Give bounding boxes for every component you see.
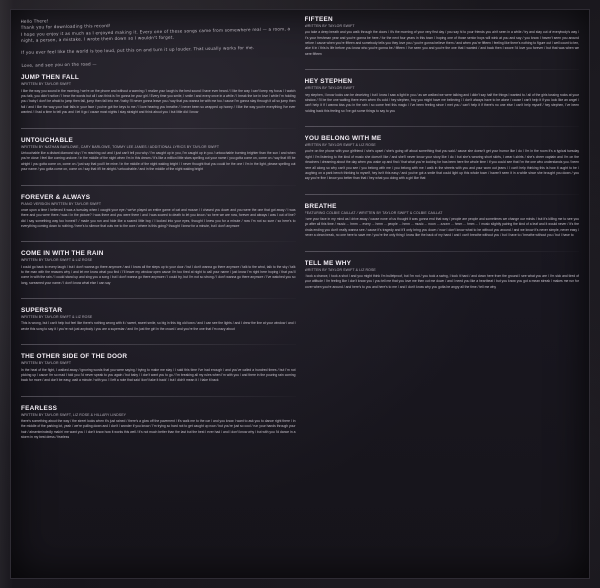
song-lyrics: you take a deep breath and you walk through the doors / it's the morning of your very first day / you say hi to your friends you ain't seen in a while / try and stay out of everybody's way / it's your freshman year and you're gonna be here / for the next four years in this town / hoping one of those senior boys will wink at you and say / you know I haven't seen you around before / cause when you're fifteen and somebody tells you they love you / you're gonna believe them / and when you're fifteen / feeling like there's nothing to figure out / well count to ten, take it in / this is life before you know who you're gonna be / fifteen / I've seen you and you're the one that I wanted / and back then I swore I'd love you forever / but that was when we were fifteen (304, 30, 579, 56)
liner-column-left (21, 16, 296, 572)
song-credit: WRITTEN BY TAYLOR SWIFT & LIZ ROSE (304, 143, 376, 148)
liner-notes-page (10, 9, 590, 579)
divider (21, 128, 296, 129)
song-entry (21, 250, 296, 289)
song-lyrics: there's something about the way / the street looks when it's just rained / there's a glow off the pavement / it's walk me to the car / and you know I want to ask you to dance right there / in the middle of the parking lot, yeah / we're pulling down and I don't / wonder if you know / I'm trying so hard not to get caught up now / but you're just so cool / run your hands through your hair / absentmindedly makin' me want you / I don't know how it works this well / it's not much better than the last but the best I ever had / and I don't know why / but with you I'd dance in a storm in my best dress / fearless (21, 418, 296, 440)
song-title: FIFTEEN (304, 16, 333, 23)
song-title: JUMP THEN FALL (21, 74, 80, 82)
song-credit: WRITTEN BY TAYLOR SWIFT (21, 82, 72, 87)
song-entry (21, 137, 296, 176)
song-lyrics: I see your face in my mind as I drive away / cause none of us thought it was gonna end that way / people are people and sometimes we change our minds / but it's killing me to see you go after all this time / music ... hmm ... every ... hmm ... people ... hmm ... music ... noon ... zzzzm ... hmm ... hmm ... I music slightly pairing the kind of a leaf and it would never / it's the kinda ending you don't really wanna see / cause it's tragedy and it'll only bring you down / now I don't know what to be without you around / and we know it's never simple, never easy / never a clean break, no one here to save me / you're the only thing I know like the back of my hand / and I can't breathe without you / but I have to / breathe without you / but I have to (304, 217, 579, 238)
song-lyrics: I like the way you sound in the morning / we're on the phone and without a warning / I realize your laugh is the best sound I have ever heard / I like the way I can't keep my focus / I watch you talk, you didn't notice / I hear the words but all I can think is I'm gonna be your girl / Every time you smile, I smile / and every once in a while / I break the ice in love / while I'm holding you / baby I don't be afraid to jump then fall, jump then fall into me / baby I'll never gonna leave you / say that you wanna be with me too / cause I'm gonna stay through it all so jump then fall / and I like the way your hair falls in your face / you've got the keys to me / I love hearing you breathe / I never been so wrapped up honey / I like the way you're everything I've ever wanted / I had a time to tell you and I let it go / cause most nights I stay straight and think about you / but little did I know (21, 88, 296, 115)
song-entry (21, 307, 296, 335)
song-title: HEY STEPHEN (304, 78, 353, 86)
song-credit: WRITTEN BY TAYLOR SWIFT (304, 24, 355, 29)
song-credit: WRITTEN BY TAYLOR SWIFT & LIZ ROSE (21, 258, 93, 263)
divider (21, 396, 296, 397)
song-title: BREATHE (304, 202, 337, 210)
song-title: SUPERSTAR (21, 307, 63, 315)
song-entry (21, 194, 296, 233)
song-entry (21, 405, 296, 444)
song-credit: WRITTEN BY TAYLOR SWIFT (21, 361, 72, 366)
song-lyrics: Untouchable like a distant diamond sky / I'm reaching out and I just can't tell you why / I'm caught up in you, I'm caught up in you / untouchable burning brighter than the sun / and when you're close I feel like coming undone / in the middle of the night when I'm in this dream / it's like a million little stars spelling out your name / you gotta come on, come on / say that it'll be alright / you gotta come on, come on / just say that you'll be mine / in the middle of the night waking bright / I never thought that you could be the one / I'm in the light, please spelling out your name / you gotta come on, come on / say that it'll be alright / untouchable / and in the middle of the night waking bright (21, 150, 296, 172)
song-lyrics: you're on the phone with your girlfriend / she's upset / she's going off about something that you said / cause she doesn't get your humor like I do / I'm in the room it's a typical tuesday night / I'm listening to the kind of music she doesn't like / and she'll never know your story like I do / but she's wearing short skirts, I wear t-shirts / she's cheer captain and I'm on the bleachers / dreaming about the day when you wake up and find / that what you're looking for has been here the whole time / if you could see that I'm the one who understands you / been here all along so why can't you see / you belong with me / you belong with me / walk in the streets with you and your worn out jeans / I can't help thinking this is how it ought to be / laughing on a park bench thinking to myself, hey isn't this easy / and you've got a smile that could light up this whole town / haven't seen it in a while since she brought you down / you say you're fine I know you better than that / hey what you doing with a girl like that (304, 149, 579, 181)
divider (305, 69, 580, 70)
song-lyrics: In the heat of the fight, I walked away / ignoring words that you were saying / trying to make me stay / I said this time I've had enough / and you've called a hundred times / but I'm not picking up / cause I'm so mad I told you I'd never speak to you again / but baby / I don't want you to go / I'm breaking all my rules when I'm with you / and there in the pouring rain coming back for more / and don't be easy, wait a minute / with you / I left a note that said 'don't take it back' / but I didn't mean it / I take it back (21, 367, 296, 383)
song-credit: WRITTEN BY TAYLOR SWIFT & LIZ ROSE (21, 315, 93, 320)
divider (305, 194, 580, 195)
liner-column-right (305, 16, 580, 572)
song-entry (305, 260, 580, 293)
song-title: COME IN WITH THE RAIN (21, 250, 104, 258)
divider (305, 126, 580, 127)
song-entry (305, 16, 580, 60)
song-title: THE OTHER SIDE OF THE DOOR (21, 353, 128, 361)
song-entry (21, 74, 296, 118)
song-title: UNTOUCHABLE (21, 136, 73, 144)
divider (21, 344, 296, 345)
divider (21, 241, 296, 242)
song-lyrics: hey stephen, I know looks can be deceiving / but I know I saw a light in you / as we walked we were talking and I didn't say half the things I wanted to / all of the girls tossing rocks at your window / I'll be the one waiting there even when it's cold / hey stephen, boy you might have me believing / I don't always have to be alone / cause I can't help it if you look like an angel / can't help it if I wanna kiss you in the rain / so come feel this magic / I've been feeling since I met you / can't help it if there's no one else / can't help myself / hey stephen, I've been holding back this feeling so I've got some things to say to you (304, 92, 579, 113)
song-credit: FEATURING COLBIE CAILLAT / WRITTEN BY TAYLOR SWIFT & COLBIE CAILLAT (304, 210, 443, 215)
song-title: YOU BELONG WITH ME (304, 135, 382, 143)
song-title: TELL ME WHY (304, 259, 352, 267)
song-entry (305, 203, 580, 242)
song-credit: WRITTEN BY TAYLOR SWIFT & LIZ ROSE (304, 267, 376, 272)
song-credit: WRITTEN BY TAYLOR SWIFT, LIZ ROSE & HILLARY LINDSEY (21, 412, 127, 417)
song-title: FOREVER & ALWAYS (21, 193, 91, 201)
song-lyrics: I could go back to every laugh / but I don't wanna go there anymore / and I know all the steps up to your door / but I don't wanna go there anymore / talk to the wind, talk to the sky / talk to the man with the reasons why / and let me know what you find / I'll leave my window open cause I'm too tired at night to call your name / just know I'm right here hoping / that you'll come in with the rain / I could stand up and sing you a song / but I don't wanna go there anymore / I could try, but I'm not so strong / I don't wanna go there anymore / I've watched you so long, screamed your name / I don't know what else I can say (21, 264, 296, 285)
divider (21, 298, 296, 299)
song-credit: PIANO VERSION WRITTEN BY TAYLOR SWIFT (21, 201, 102, 206)
divider (21, 185, 296, 186)
liner-notes-columns (21, 16, 579, 572)
song-lyrics: I took a chance, I took a shot / and you might think I'm bulletproof, but I'm not / you took a swing, I took it hard / and down here from the ground I see what you are / I'm sick and tired of your attitude / I'm feeling like I don't know you / you tell me that you love me then cut me down / and I need you like a heartbeat / but you know you got a mean streak / makes me run for cover when you're around / and here's to you and here's to me / and I don't know why you gotta be angry all the time / tell me why (304, 273, 579, 289)
divider (305, 251, 580, 252)
song-lyrics: once upon a time I believed it was a tuesday when I caught your eye / we've played an entire game of cat and mouse / I chased you down and you were the one that got away / I was there and you were there / was I in the picture? I was there and you were there / and I was scared to death to let you know / so here we are now, forever and always / was I out of line? did I say something way too honest? / made you run and hide like a scared little boy / I looked into your eyes, thought I knew you for a minute / now I'm not so sure / so here's to everything coming down to nothing / here's to silence that cuts me to the core / where is this going? thought I knew for a minute, but I don't anymore (21, 207, 296, 228)
song-title: FEARLESS (21, 404, 58, 412)
song-credit: WRITTEN BY NATHAN BARLOWE, CARY BARLOWE, TOMMY LEE JAMES / ADDITIONAL LYRICS BY TAYLOR SWIFT (21, 144, 220, 149)
handwritten-note: Hello There! Thank you for downloading this record! I hope you enjoy it as much as I enjoyed making it. Every one of these songs came from somewhere real — a room, a night, a person, a mistake. I wrote them down so I wouldn't forget. If you ever feel like the world is too loud, put this on and turn it up louder. That usually works for me. Love, and see you on the road — (21, 18, 291, 68)
song-credit: WRITTEN BY TAYLOR SWIFT (304, 86, 355, 91)
song-entry (21, 353, 296, 386)
song-entry (305, 135, 580, 185)
song-lyrics: This is wrong, but I can't help but feel like there's nothing wrong with it / sweet, sweet smile, so big in this big old town / and I can see the lights / and I drew the line at your window / and I wrote this song to say it / you're not just anybody / you are a superstar / and I'm just the girl in the crowd / and you're the one that I'm crazy about (21, 321, 296, 331)
song-entry (305, 78, 580, 117)
